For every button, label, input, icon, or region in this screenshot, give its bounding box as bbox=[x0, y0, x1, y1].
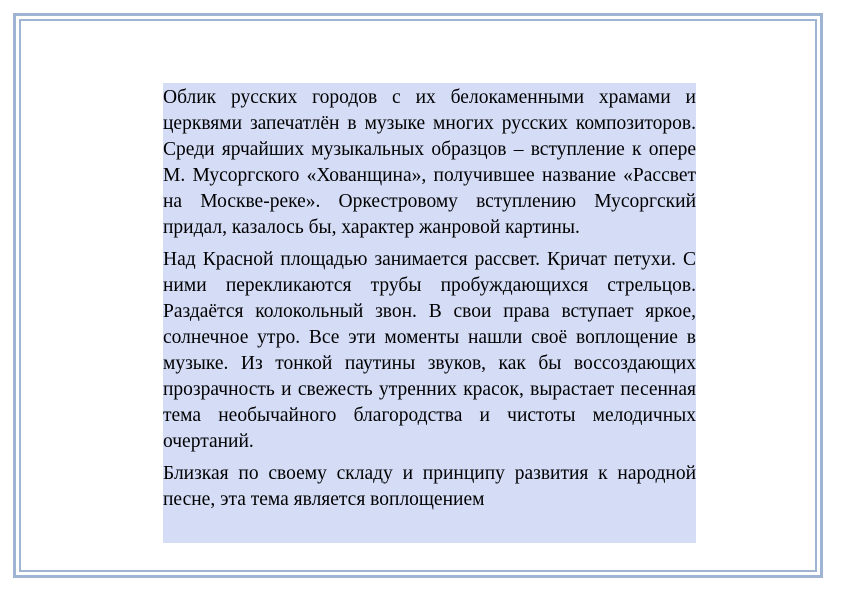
text-box bbox=[163, 83, 696, 543]
paragraph-2: Над Красной площадью занимается рассвет. Кричат петухи. С ними перекликаются трубы пробуждающихся стрельцов. Раздаётся колокольный звон. В свои права вступает яркое, солнечное утро. Все эти моменты нашли своё воплощение в музыке. Из тонкой паутины звуков, как бы воссоздающих прозрачность и свежесть утренних красок, вырастает песенная тема необычайного благородства и чистоты мелодичных очертаний. bbox=[163, 249, 696, 452]
paragraph-3: Близкая по своему складу и принципу развития к народной песне, эта тема является воплощением bbox=[163, 463, 696, 510]
paragraph-1: Облик русских городов с их белокаменными храмами и церквями запечатлён в музыке многих русских композиторов. Среди ярчайших музыкальных образцов – вступление к опере М. Мусоргского «Хованщина», получившее название «Рассвет на Москве-реке». Оркестровому вступлению Мусоргский придал, казалось бы, характер жанровой картины. bbox=[163, 87, 696, 238]
